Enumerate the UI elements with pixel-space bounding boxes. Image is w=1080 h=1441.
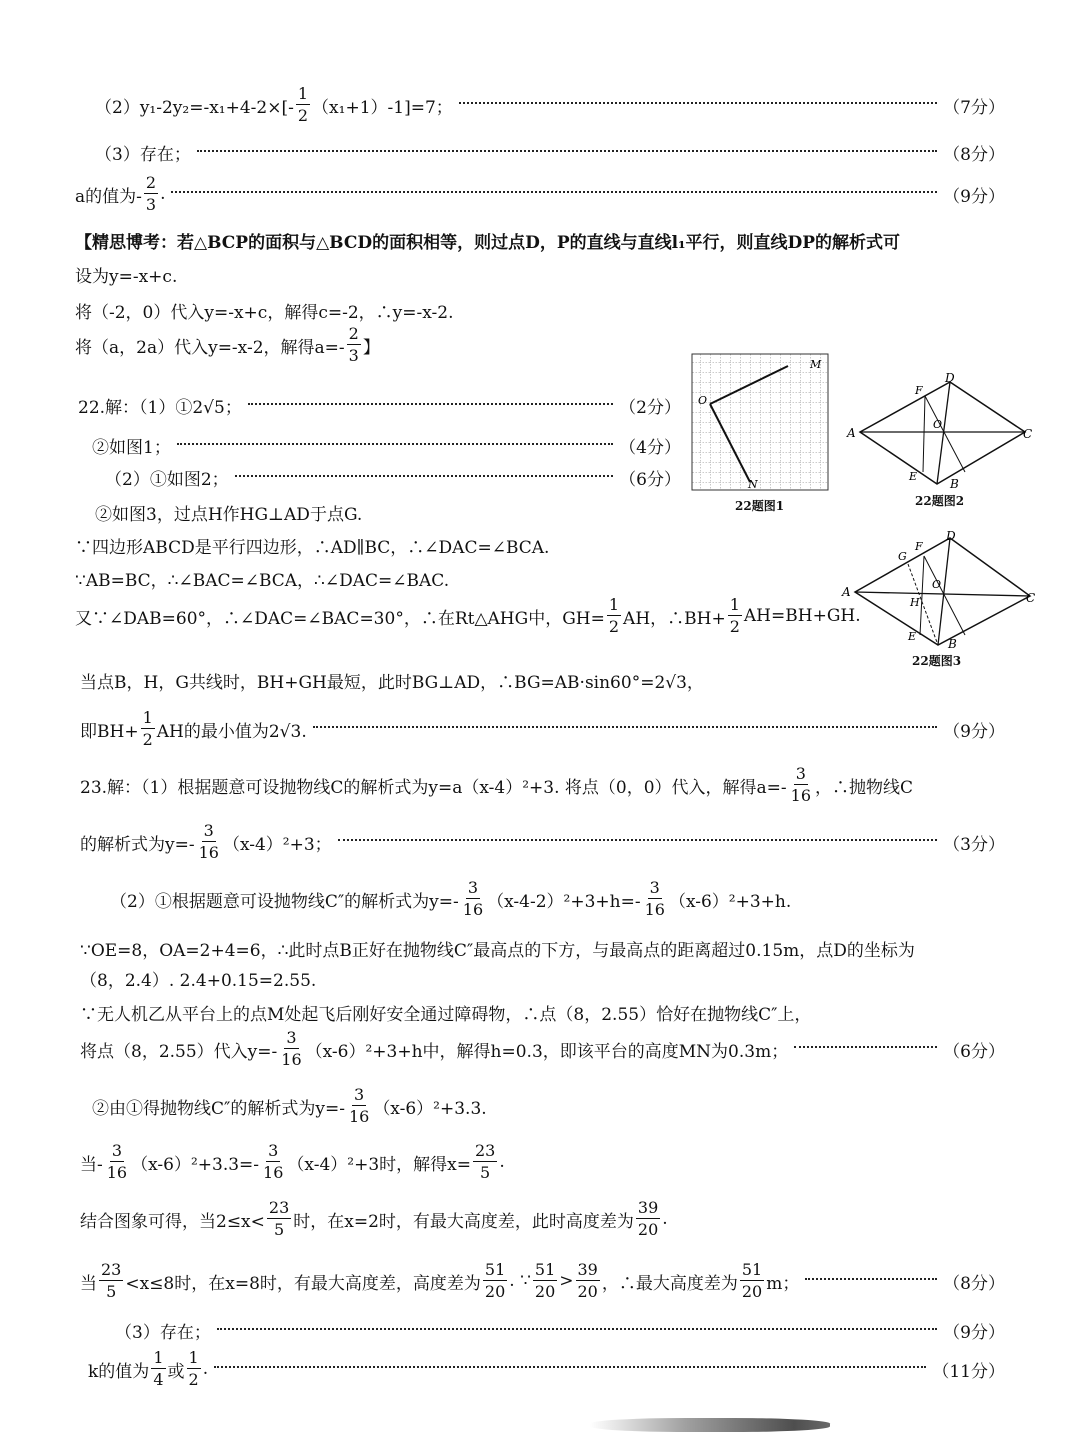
figure-3-caption: 22题图3 — [912, 654, 962, 668]
text: . — [202, 1359, 209, 1379]
svg-text:C: C — [1026, 591, 1036, 605]
fraction: $\frac{23}{5}$ — [101, 1260, 122, 1301]
label-n: N — [748, 478, 758, 491]
text: ②由①得抛物线C″的解析式为y=- — [92, 1098, 345, 1119]
text: ∵OE=8，OA=2+4=6，∴此时点B正好在抛物线C″最高点的下方，与最高点的距离超过0.15m，点D的坐标为 — [80, 941, 915, 961]
text: （x-6）²+3.3=- — [131, 1154, 260, 1175]
svg-text:G: G — [898, 550, 907, 563]
svg-text:D: D — [945, 372, 955, 385]
score: （6分） — [619, 470, 681, 490]
text: 即BH+ — [80, 721, 139, 742]
text: 时，在x=2时，有最大高度差，此时高度差为 — [293, 1211, 634, 1232]
score: （9分） — [943, 721, 1005, 742]
text: AH的最小值为2√3. — [156, 721, 307, 742]
line-note-3 — [75, 298, 454, 323]
text: 将点（8，2.55）代入y=- — [80, 1041, 278, 1062]
text: （2）y₁-2y₂=-x₁+4-2×[- — [95, 97, 294, 118]
text: ∵无人机乙从平台上的点M处起飞后刚好安全通过障碍物，∴点（8，2.55）恰好在抛物线C″上， — [80, 1005, 812, 1025]
text: 】 — [362, 337, 380, 358]
fraction: $\frac{1}{2}$ — [297, 84, 309, 125]
line-q23-8 — [92, 1087, 487, 1125]
text: （3）存在； — [95, 145, 191, 165]
label-o: O — [698, 394, 708, 407]
svg-text:H: H — [910, 596, 920, 609]
text: . — [499, 1152, 505, 1172]
score: （7分） — [943, 97, 1005, 118]
leader-dots — [171, 191, 937, 193]
text: （x-4）²+3时，解得x= — [287, 1154, 471, 1175]
figure-2-parallelogram — [845, 372, 1035, 492]
fraction: $\frac{51}{20}$ — [741, 1260, 763, 1301]
fraction: $\frac{3}{16}$ — [281, 1028, 302, 1069]
svg-text:E: E — [909, 470, 918, 483]
text: 结合图象可得，当2≤x< — [80, 1211, 265, 1232]
line-q23-13 — [88, 1350, 1005, 1388]
fraction: $\frac{3}{16}$ — [106, 1141, 128, 1182]
score: （2分） — [619, 398, 681, 418]
score: （9分） — [943, 1323, 1005, 1343]
text: （3）存在； — [115, 1323, 211, 1343]
svg-text:O: O — [932, 578, 942, 591]
text: . — [160, 184, 166, 204]
line-q22-6 — [75, 566, 449, 591]
leader-dots — [235, 475, 614, 477]
svg-text:O: O — [933, 418, 943, 431]
line-note-2 — [75, 262, 177, 287]
leader-dots — [217, 1328, 937, 1330]
line-q21-3 — [95, 140, 1005, 165]
text: 或 — [167, 1361, 185, 1382]
leader-dots — [177, 443, 613, 445]
figure-3-parallelogram — [840, 530, 1040, 655]
fraction: $\frac{1}{2}$ — [608, 595, 620, 636]
text: （x-4）²+3； — [222, 834, 332, 855]
text: 的解析式为y=- — [80, 834, 195, 855]
fraction: $\frac{39}{20}$ — [637, 1198, 659, 1239]
score: （8分） — [943, 1273, 1005, 1294]
leader-dots — [459, 102, 937, 104]
text: （x-6）²+3+h. — [668, 891, 792, 912]
text: ②如图1； — [92, 438, 171, 458]
score: （6分） — [943, 1041, 1005, 1062]
fraction: $\frac{3}{16}$ — [790, 764, 811, 805]
line-q21-2 — [95, 86, 1005, 124]
leader-dots — [338, 839, 937, 841]
line-q22-7 — [75, 597, 861, 635]
line-q22-5 — [75, 533, 549, 558]
fraction: $\frac{3}{16}$ — [263, 1141, 284, 1182]
text: AH，∴BH+ — [623, 608, 726, 629]
text: 【精思博考：若△BCP的面积与△BCD的面积相等，则过点D，P的直线与直线l₁平行，则直线DP的解析式可 — [75, 233, 901, 253]
fraction: $\frac{3}{16}$ — [348, 1085, 370, 1126]
leader-dots — [313, 726, 937, 728]
svg-text:A: A — [842, 585, 851, 599]
fraction: $\frac{51}{20}$ — [484, 1260, 506, 1301]
fraction: $\frac{2}{3}$ — [348, 324, 359, 365]
text: m； — [766, 1273, 800, 1294]
fraction: $\frac{1}{4}$ — [153, 1348, 164, 1389]
fraction: $\frac{3}{16}$ — [198, 821, 219, 862]
text: ∵AB=BC，∴∠BAC=∠BCA，∴∠DAC=∠BAC. — [75, 571, 450, 591]
svg-text:D: D — [946, 530, 956, 543]
line-q23-3 — [110, 880, 791, 918]
text: . — [662, 1209, 668, 1229]
text: 将（-2，0）代入y=-x+c，解得c=-2，∴y=-x-2. — [75, 303, 454, 323]
line-q23-9 — [80, 1143, 505, 1181]
line-q22-3 — [105, 465, 681, 490]
fraction: $\frac{39}{20}$ — [577, 1260, 598, 1301]
line-note-4 — [75, 326, 380, 364]
text: 当- — [80, 1154, 103, 1175]
text: （x-6）²+3.3. — [373, 1098, 487, 1119]
svg-text:A: A — [847, 426, 856, 440]
svg-text:F: F — [915, 384, 923, 397]
line-q23-5 — [80, 966, 316, 991]
text: （x-4-2）²+3+h=- — [487, 891, 641, 912]
line-q22-9 — [80, 710, 1005, 748]
leader-dots — [794, 1046, 937, 1048]
svg-text:E: E — [908, 630, 917, 643]
text: ，∴最大高度差为 — [601, 1273, 738, 1294]
text: > — [559, 1271, 574, 1291]
fraction: $\frac{3}{16}$ — [462, 878, 484, 919]
line-q23-10 — [80, 1200, 668, 1238]
leader-dots — [805, 1278, 937, 1280]
line-q23-1 — [80, 766, 913, 804]
svg-text:B: B — [948, 637, 957, 651]
line-q23-2 — [80, 823, 1005, 861]
text: 又∵∠DAB=60°，∴∠DAC=∠BAC=30°，∴在Rt△AHG中，GH= — [75, 608, 605, 629]
line-q23-11 — [80, 1262, 1005, 1300]
text: 22.解：（1）①2√5； — [78, 398, 242, 418]
text: 当 — [80, 1273, 97, 1294]
label-m: M — [810, 358, 822, 371]
fraction: $\frac{23}{5}$ — [268, 1198, 290, 1239]
text: （x-6）²+3+h中，解得h=0.3，即该平台的高度MN为0.3m； — [305, 1041, 789, 1062]
fraction: $\frac{23}{5}$ — [474, 1141, 496, 1182]
fraction: $\frac{1}{2}$ — [729, 595, 740, 636]
line-a-value — [75, 175, 1005, 213]
svg-text:F: F — [915, 540, 923, 553]
line-q23-7 — [80, 1030, 1005, 1068]
line-note-1 — [75, 228, 900, 253]
score: （8分） — [943, 145, 1005, 165]
line-q23-6 — [80, 1000, 811, 1025]
figure-1-grid — [690, 352, 840, 492]
fraction: $\frac{1}{2}$ — [188, 1348, 199, 1389]
line-q22-4 — [95, 500, 362, 525]
text: AH=BH+GH. — [743, 606, 861, 626]
text: ∵四边形ABCD是平行四边形，∴AD∥BC，∴∠DAC=∠BCA. — [75, 538, 550, 558]
score: （4分） — [619, 438, 681, 458]
fraction: $\frac{2}{3}$ — [145, 173, 157, 214]
text: ，∴抛物线C — [815, 777, 914, 798]
score: （9分） — [943, 186, 1005, 207]
fraction: $\frac{51}{20}$ — [534, 1260, 556, 1301]
svg-text:C: C — [1023, 427, 1033, 441]
figure-2-caption: 22题图2 — [915, 494, 965, 508]
text: 将（a，2a）代入y=-x-2，解得a=- — [75, 337, 345, 358]
leader-dots — [248, 403, 613, 405]
text: 23.解：（1）根据题意可设抛物线C的解析式为y=a（x-4）²+3. 将点（0，0）代入，解得a=- — [80, 777, 787, 798]
text: k的值为 — [88, 1361, 150, 1382]
score: （11分） — [932, 1361, 1005, 1382]
text: 当点B，H，G共线时，BH+GH最短，此时BG⊥AD，∴BG=AB·sin60°=2√3， — [80, 673, 704, 693]
leader-dots — [214, 1366, 926, 1368]
text: ②如图3，过点H作HG⊥AD于点G. — [95, 505, 363, 525]
text: （2）①如图2； — [105, 470, 229, 490]
line-q22-2 — [92, 433, 681, 458]
text: <x≤8时，在x=8时，有最大高度差，高度差为 — [125, 1273, 481, 1294]
text: a的值为- — [75, 186, 142, 207]
figure-1-caption: 22题图1 — [735, 499, 785, 513]
line-q23-12 — [115, 1318, 1005, 1343]
text: （x₁+1）-1]=7； — [312, 97, 453, 118]
fraction: $\frac{3}{16}$ — [644, 878, 665, 919]
scan-smudge — [590, 1418, 830, 1432]
text: 设为y=-x+c. — [75, 267, 178, 287]
text: （8，2.4）. 2.4+0.15=2.55. — [80, 971, 317, 991]
leader-dots — [197, 150, 937, 152]
line-q23-4 — [80, 936, 915, 961]
line-q22-8 — [80, 668, 704, 693]
line-q22-1 — [78, 393, 681, 418]
text: （2）①根据题意可设抛物线C″的解析式为y=- — [110, 891, 459, 912]
text: . ∵ — [509, 1271, 531, 1291]
svg-text:B: B — [950, 477, 959, 491]
score: （3分） — [943, 834, 1005, 855]
fraction: $\frac{1}{2}$ — [142, 708, 153, 749]
